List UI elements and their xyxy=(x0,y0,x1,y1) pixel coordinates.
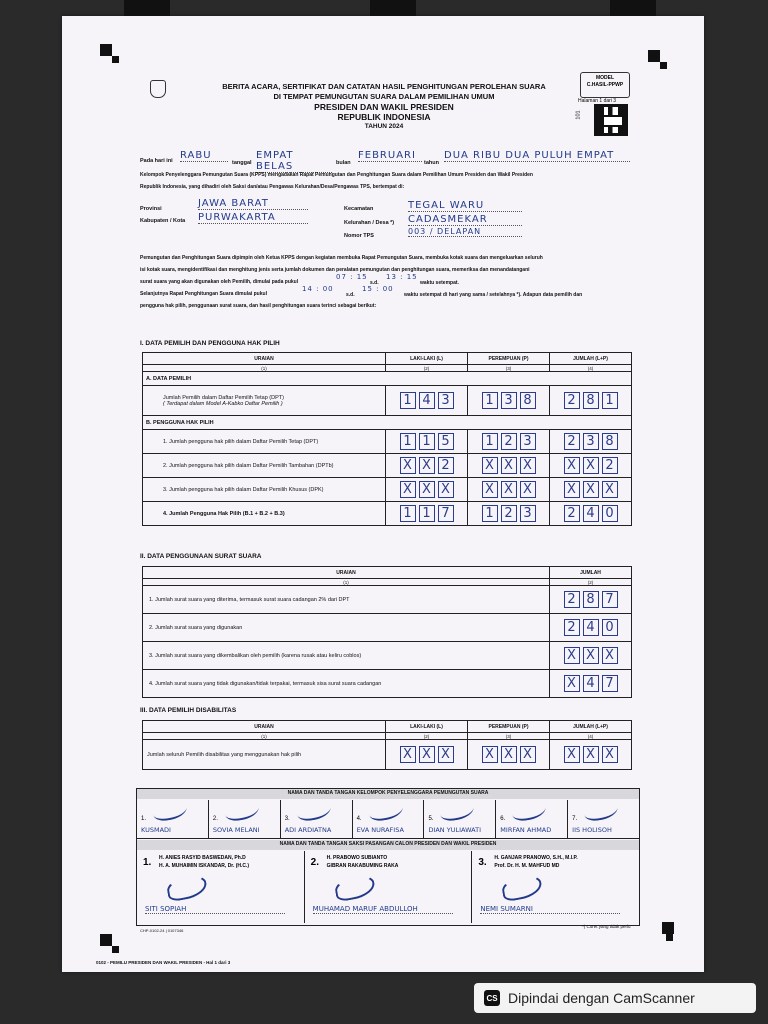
col-num-2-1: (1) xyxy=(143,579,550,586)
digit-box: 1 xyxy=(419,505,435,522)
digit-box: X xyxy=(564,457,580,474)
row-a1-line-2: ( Terdapat dalam Model A-Kabko Daftar Pemilih ) xyxy=(163,400,283,407)
row-ss1-label: 1. Jumlah surat suara yang diterima, termasuk surat suara cadangan 2% dari DPT xyxy=(143,586,550,614)
field-provinsi: JAWA BARAT xyxy=(198,198,308,210)
col-num-3-3: (3) xyxy=(468,733,550,740)
digit-box: 2 xyxy=(564,392,580,409)
signature-scribble-icon xyxy=(583,800,619,823)
digit-box-group xyxy=(553,481,628,498)
corner-mark-tl2 xyxy=(112,56,119,63)
digit-box: 2 xyxy=(501,505,517,522)
saksi-name: SITI SOPIAH xyxy=(145,905,285,914)
col-num-1: (1) xyxy=(143,365,386,372)
col-uraian-2: URAIAN xyxy=(143,567,550,579)
paragraph-tail-1: waktu setempat. xyxy=(420,280,459,286)
paslon-name-2: Prof. Dr. H. M. MAHFUD MD xyxy=(494,863,560,869)
kpps-name: SOVIA MELANI xyxy=(212,826,260,834)
field-tanggal: EMPAT BELAS xyxy=(256,150,332,173)
digit-box: X xyxy=(400,746,416,763)
paslon-name-1: H. ANIES RASYID BASWEDAN, Ph.D xyxy=(159,855,246,861)
corner-mark-br2 xyxy=(666,934,673,941)
digit-box: 1 xyxy=(400,392,416,409)
section-1-table xyxy=(142,352,632,526)
signature-scribble-icon xyxy=(165,874,208,903)
kpps-number: 2. xyxy=(212,816,218,822)
signature-scribble-icon xyxy=(333,874,376,903)
digit-box: X xyxy=(564,746,580,763)
cell-ss2 xyxy=(550,614,632,642)
digit-box: 8 xyxy=(583,392,599,409)
qr-code-icon xyxy=(594,104,628,136)
digit-box: X xyxy=(501,457,517,474)
col-jumlah: JUMLAH (L+P) xyxy=(550,353,632,365)
paslon-cell xyxy=(472,851,639,923)
kpps-name: EVA NURAFISA xyxy=(356,826,404,834)
binder-clip-center xyxy=(370,0,416,16)
paslon-cell xyxy=(305,851,473,923)
row-b2-label: 2. Jumlah pengguna hak pilih dalam Daftar Pemilih Tambahan (DPTb) xyxy=(143,454,386,478)
col-jumlah-2: JUMLAH xyxy=(550,567,632,579)
corner-mark-br xyxy=(662,922,674,934)
intro-kelompok: Kelompok Penyelenggara Pemungutan Suara (KPPS) mengadakan Rapat Pemungutan dan Penghitungan Suara dalam Pemilihan Umum Presiden dan Wakil Presiden xyxy=(140,172,533,178)
digit-box: 3 xyxy=(520,505,536,522)
paslon-name-1: H. PRABOWO SUBIANTO xyxy=(326,855,388,861)
paslon-cell xyxy=(137,851,305,923)
digit-box: 1 xyxy=(602,392,618,409)
kpps-name: MIRFAN AHMAD xyxy=(500,826,552,834)
digit-box: X xyxy=(583,481,599,498)
field-kecamatan: TEGAL WARU xyxy=(408,200,522,212)
time-end-2: 15 : 00 xyxy=(362,285,394,293)
field-bulan: FEBRUARI xyxy=(358,150,422,162)
corner-mark-bl2 xyxy=(112,946,119,953)
corner-mark-bl xyxy=(100,934,112,946)
kpps-name: KUSMADI xyxy=(141,826,171,834)
digit-box: X xyxy=(564,675,580,692)
digit-box: 0 xyxy=(602,619,618,636)
cell-b2-jumlah xyxy=(550,454,632,478)
row-b4-label: 4. Jumlah Pengguna Hak Pilih (B.1 + B.2 + B.3) xyxy=(143,502,386,526)
kpps-title: NAMA DAN TANDA TANGAN KELOMPOK PENYELENGGARA PEMUNGUTAN SUARA xyxy=(287,790,489,796)
digit-box: 3 xyxy=(438,392,454,409)
digit-box-group xyxy=(471,481,546,498)
cell-ss1 xyxy=(550,586,632,614)
digit-box-group xyxy=(471,392,546,409)
digit-box: X xyxy=(438,481,454,498)
paslon-name-2: H. A. MUHAIMIN ISKANDAR, Dr. (H.C.) xyxy=(159,863,250,869)
paragraph-sd-1: s.d. xyxy=(370,280,379,286)
cell-dis-jumlah xyxy=(550,740,632,770)
digit-box: X xyxy=(501,746,517,763)
paragraph-line-2: isi kotak suara, mengidentifikasi dan menghitung jenis serta jumlah dokumen dan peralatan pemungutan dan penghitungan suara, memeriksa dan menandatangani xyxy=(140,267,530,273)
digit-box: 2 xyxy=(602,457,618,474)
digit-box: X xyxy=(482,481,498,498)
camscanner-text: Dipindai dengan CamScanner xyxy=(508,990,695,1006)
kpps-number: 5. xyxy=(428,816,434,822)
digit-box: X xyxy=(583,457,599,474)
signature-scribble-icon xyxy=(501,874,544,903)
digit-box-group xyxy=(553,591,628,608)
label-tahun: tahun xyxy=(424,160,439,166)
kpps-signature-cell xyxy=(568,800,639,838)
paragraph-line-1: Pemungutan dan Penghitungan Suara dipimpin oleh Ketua KPPS dengan kegiatan membuka Rapat Pemungutan Suara, membuka kotak suara dan mengeluarkan seluruh xyxy=(140,255,543,261)
digit-box-group xyxy=(553,433,628,450)
page-indicator: Halaman 1 dari 3 xyxy=(578,98,617,104)
section-1-title: I. DATA PEMILIH DAN PENGGUNA HAK PILIH xyxy=(140,340,280,347)
digit-box-group xyxy=(389,505,464,522)
paslon-number: 2. xyxy=(310,857,320,868)
digit-box: 1 xyxy=(400,433,416,450)
binder-clip-left xyxy=(124,0,170,16)
digit-box: X xyxy=(583,746,599,763)
digit-box-group xyxy=(553,505,628,522)
digit-box: 1 xyxy=(482,433,498,450)
digit-box: 3 xyxy=(501,392,517,409)
section-3-table xyxy=(142,720,632,770)
digit-box: 7 xyxy=(438,505,454,522)
kpps-name: DIAN YULIAWATI xyxy=(428,826,481,834)
digit-box: X xyxy=(501,481,517,498)
cell-b2-perempuan xyxy=(468,454,550,478)
subsection-b-title: B. PENGGUNA HAK PILIH xyxy=(143,416,632,430)
section-2-table xyxy=(142,566,632,698)
row-ss4-label: 4. Jumlah surat suara yang tidak digunakan/tidak terpakai, termasuk sisa surat suara cadangan xyxy=(143,670,550,698)
digit-box: 2 xyxy=(501,433,517,450)
kpps-number: 3. xyxy=(284,816,290,822)
camscanner-watermark xyxy=(474,983,756,1013)
section-2-title: II. DATA PENGGUNAAN SURAT SUARA xyxy=(140,553,262,560)
label-bulan: bulan xyxy=(336,160,351,166)
cell-b4-jumlah xyxy=(550,502,632,526)
header-line-4: REPUBLIK INDONESIA xyxy=(337,112,431,122)
digit-box-group xyxy=(471,746,546,763)
cell-b4-perempuan xyxy=(468,502,550,526)
digit-box-group xyxy=(471,433,546,450)
digit-box: 4 xyxy=(419,392,435,409)
row-a1-line-1: Jumlah Pemilih dalam Daftar Pemilih Tetap (DPT) xyxy=(163,394,284,401)
digit-box: X xyxy=(419,481,435,498)
cell-b2-laki xyxy=(386,454,468,478)
digit-box: 2 xyxy=(438,457,454,474)
saksi-name: NEMI SUMARNI xyxy=(480,905,620,914)
kpps-signature-cell xyxy=(496,800,568,838)
signature-scribble-icon xyxy=(152,800,188,823)
time-end-1: 13 : 15 xyxy=(386,273,418,281)
digit-box-group xyxy=(389,481,464,498)
paragraph-line-4: Selanjutnya Rapat Penghitungan Suara dimulai pukul xyxy=(140,291,267,297)
kpps-signature-cell xyxy=(137,800,209,838)
col-perempuan-3: PEREMPUAN (P) xyxy=(468,721,550,733)
col-laki: LAKI-LAKI (L) xyxy=(386,353,468,365)
cell-b1-laki xyxy=(386,430,468,454)
digit-box-group xyxy=(553,746,628,763)
saksi-name: MUHAMAD MARUF ABDULLOH xyxy=(313,905,453,914)
model-label: MODEL xyxy=(595,75,615,81)
digit-box: X xyxy=(419,746,435,763)
kpps-name: ADI ARDIATNA xyxy=(284,826,332,834)
paslon-name-1: H. GANJAR PRANOWO, S.H., M.I.P. xyxy=(494,855,578,861)
digit-box: 4 xyxy=(583,675,599,692)
subsection-a-title: A. DATA PEMILIH xyxy=(143,372,632,386)
col-jumlah-3: JUMLAH (L+P) xyxy=(550,721,632,733)
digit-box: X xyxy=(520,746,536,763)
cell-a1-perempuan xyxy=(468,386,550,416)
digit-box: X xyxy=(400,457,416,474)
digit-box: 8 xyxy=(583,591,599,608)
time-start-1: 07 : 15 xyxy=(336,273,368,281)
col-num-4: (4) xyxy=(550,365,632,372)
paragraph-line-3: surat suara yang akan digunakan oleh Pemilih, dimulai pada pukul xyxy=(140,279,299,285)
col-uraian-3: URAIAN xyxy=(143,721,386,733)
label-kelurahan: Kelurahan / Desa *) xyxy=(344,220,395,226)
kpps-name: IIS HOLISOH xyxy=(572,826,612,834)
kpps-signature-cell xyxy=(209,800,281,838)
digit-box-group xyxy=(553,619,628,636)
digit-box: 2 xyxy=(564,505,580,522)
footer-bottom: 0102 - PEMILU PRESIDEN DAN WAKIL PRESIDEN - Hal 1 dari 3 xyxy=(96,960,231,965)
row-b1-label: 1. Jumlah pengguna hak pilih dalam Daftar Pemilih Tetap (DPT) xyxy=(143,430,386,454)
kpps-signature-cell xyxy=(281,800,353,838)
row-dis-label: Jumlah seluruh Pemilih disabilitas yang menggunakan hak pilih xyxy=(143,740,386,770)
label-kabupaten: Kabupaten / Kota xyxy=(140,218,186,224)
digit-box: 3 xyxy=(583,433,599,450)
field-tahun: DUA RIBU DUA PULUH EMPAT xyxy=(444,150,630,162)
digit-box: X xyxy=(400,481,416,498)
col-num-3: (3) xyxy=(468,365,550,372)
qr-code-number: 101 xyxy=(575,110,582,120)
header-line-3: PRESIDEN DAN WAKIL PRESIDEN xyxy=(314,102,454,112)
digit-box-group xyxy=(471,457,546,474)
label-tps: Nomor TPS xyxy=(344,233,374,239)
camscanner-logo-icon: CS xyxy=(484,990,500,1006)
kpps-number: 4. xyxy=(356,816,362,822)
row-ss2-label: 2. Jumlah surat suara yang digunakan xyxy=(143,614,550,642)
row-ss3-label: 3. Jumlah surat suara yang dikembalikan oleh pemilih (karena rusak atau keliru coblos) xyxy=(143,642,550,670)
digit-box-group xyxy=(389,746,464,763)
kpps-number: 1. xyxy=(141,816,147,822)
digit-box-group xyxy=(471,505,546,522)
col-num-3-2: (2) xyxy=(386,733,468,740)
digit-box: X xyxy=(602,647,618,664)
digit-box: 1 xyxy=(400,505,416,522)
digit-box: 8 xyxy=(520,392,536,409)
digit-box-group xyxy=(389,457,464,474)
binder-clip-right xyxy=(610,0,656,16)
cell-b4-laki xyxy=(386,502,468,526)
model-box xyxy=(580,72,630,98)
paslon-name-2: GIBRAN RAKABUMING RAKA xyxy=(326,863,399,869)
digit-box: 4 xyxy=(583,619,599,636)
digit-box: 2 xyxy=(564,433,580,450)
corner-mark-tr2 xyxy=(660,62,667,69)
saksi-title: NAMA DAN TANDA TANGAN SAKSI PASANGAN CALON PRESIDEN DAN WAKIL PRESIDEN xyxy=(279,841,497,847)
digit-box: 1 xyxy=(419,433,435,450)
signature-scribble-icon xyxy=(224,800,260,823)
signature-scribble-icon xyxy=(367,800,403,823)
digit-box: 2 xyxy=(564,619,580,636)
digit-box: 1 xyxy=(482,505,498,522)
cell-ss4 xyxy=(550,670,632,698)
field-kabupaten: PURWAKARTA xyxy=(198,212,308,224)
digit-box: 7 xyxy=(602,591,618,608)
cell-b1-jumlah xyxy=(550,430,632,454)
kpps-signature-cell xyxy=(424,800,496,838)
garuda-emblem-icon xyxy=(150,80,166,98)
digit-box-group xyxy=(553,457,628,474)
signature-scribble-icon xyxy=(511,800,547,823)
col-num-2-2: (2) xyxy=(550,579,632,586)
header-line-5: TAHUN 2024 xyxy=(364,123,404,130)
row-b3-label: 3. Jumlah pengguna hak pilih dalam Daftar Pemilih Khusus (DPK) xyxy=(143,478,386,502)
digit-box: X xyxy=(520,481,536,498)
digit-box: 2 xyxy=(564,591,580,608)
digit-box-group xyxy=(553,392,628,409)
col-num-3-1: (1) xyxy=(143,733,386,740)
field-kelurahan: CADASMEKAR xyxy=(408,214,522,226)
signature-scribble-icon xyxy=(439,800,475,823)
col-perempuan: PEREMPUAN (P) xyxy=(468,353,550,365)
digit-box: X xyxy=(419,457,435,474)
header-line-2: DI TEMPAT PEMUNGUTAN SUARA DALAM PEMILIHAN UMUM xyxy=(273,92,495,101)
kpps-signature-cell xyxy=(353,800,425,838)
digit-box: 3 xyxy=(520,433,536,450)
paragraph-line-5: pengguna hak pilih, penggunaan surat suara, dan hasil penghitungan suara terinci sebagai berikut: xyxy=(140,303,377,309)
digit-box: 1 xyxy=(482,392,498,409)
footer-code: CHP-0102-24 | 0107346 xyxy=(140,928,184,933)
label-provinsi: Provinsi xyxy=(140,206,162,212)
col-num-2: (2) xyxy=(386,365,468,372)
digit-box: 0 xyxy=(602,505,618,522)
digit-box-group xyxy=(389,433,464,450)
cell-b3-laki xyxy=(386,478,468,502)
label-kecamatan: Kecamatan xyxy=(344,206,374,212)
field-hari: RABU xyxy=(180,150,228,162)
digit-box: X xyxy=(602,481,618,498)
cell-b3-jumlah xyxy=(550,478,632,502)
label-tanggal: tanggal xyxy=(232,160,252,166)
digit-box: X xyxy=(583,647,599,664)
field-tps: 003 / DELAPAN xyxy=(408,227,522,237)
digit-box: X xyxy=(438,746,454,763)
digit-box: 8 xyxy=(602,433,618,450)
section-3-title: III. DATA PEMILIH DISABILITAS xyxy=(140,707,237,714)
kpps-number: 7. xyxy=(572,816,578,822)
col-num-3-4: (4) xyxy=(550,733,632,740)
header-line-1: BERITA ACARA, SERTIFIKAT DAN CATATAN HASIL PENGHITUNGAN PEROLEHAN SUARA xyxy=(222,82,546,91)
cell-a1-jumlah xyxy=(550,386,632,416)
label-pada-hari-ini: Pada hari ini xyxy=(140,158,173,164)
signature-scribble-icon xyxy=(296,800,332,823)
digit-box: X xyxy=(482,457,498,474)
cell-ss3 xyxy=(550,642,632,670)
coret-note: *) Coret yang tidak perlu xyxy=(582,924,631,929)
col-uraian: URAIAN xyxy=(143,353,386,365)
digit-box-group xyxy=(389,392,464,409)
cell-a1-laki xyxy=(386,386,468,416)
kpps-signature-row xyxy=(137,800,639,839)
digit-box: X xyxy=(520,457,536,474)
document-header xyxy=(216,82,552,132)
digit-box: X xyxy=(482,746,498,763)
paslon-number: 3. xyxy=(478,857,487,868)
time-start-2: 14 : 00 xyxy=(302,285,334,293)
corner-mark-tr xyxy=(648,50,660,62)
digit-box: 5 xyxy=(438,433,454,450)
digit-box: X xyxy=(564,481,580,498)
digit-box: X xyxy=(602,746,618,763)
kpps-number: 6. xyxy=(500,816,506,822)
col-laki-3: LAKI-LAKI (L) xyxy=(386,721,468,733)
model-code: C.HASIL-PPWP xyxy=(586,82,624,88)
digit-box: 4 xyxy=(583,505,599,522)
digit-box-group xyxy=(553,647,628,664)
paslon-row xyxy=(137,851,639,923)
paragraph-tail-2: waktu setempat di hari yang sama / setelahnya *). Adapun data pemilih dan xyxy=(404,292,583,298)
paslon-number: 1. xyxy=(143,857,152,868)
intro-republik: Republik Indonesia, yang dihadiri oleh Saksi dan/atau Pengawas Kelurahan/Desa/Pengawas TPS, bertempat di: xyxy=(140,184,405,190)
cell-b3-perempuan xyxy=(468,478,550,502)
corner-mark-tl xyxy=(100,44,112,56)
digit-box: X xyxy=(564,647,580,664)
row-a1-label xyxy=(143,386,386,416)
cell-b1-perempuan xyxy=(468,430,550,454)
cell-dis-laki xyxy=(386,740,468,770)
paragraph-sd-2: s.d. xyxy=(346,292,355,298)
cell-dis-perempuan xyxy=(468,740,550,770)
digit-box-group xyxy=(553,675,628,692)
digit-box: 7 xyxy=(602,675,618,692)
